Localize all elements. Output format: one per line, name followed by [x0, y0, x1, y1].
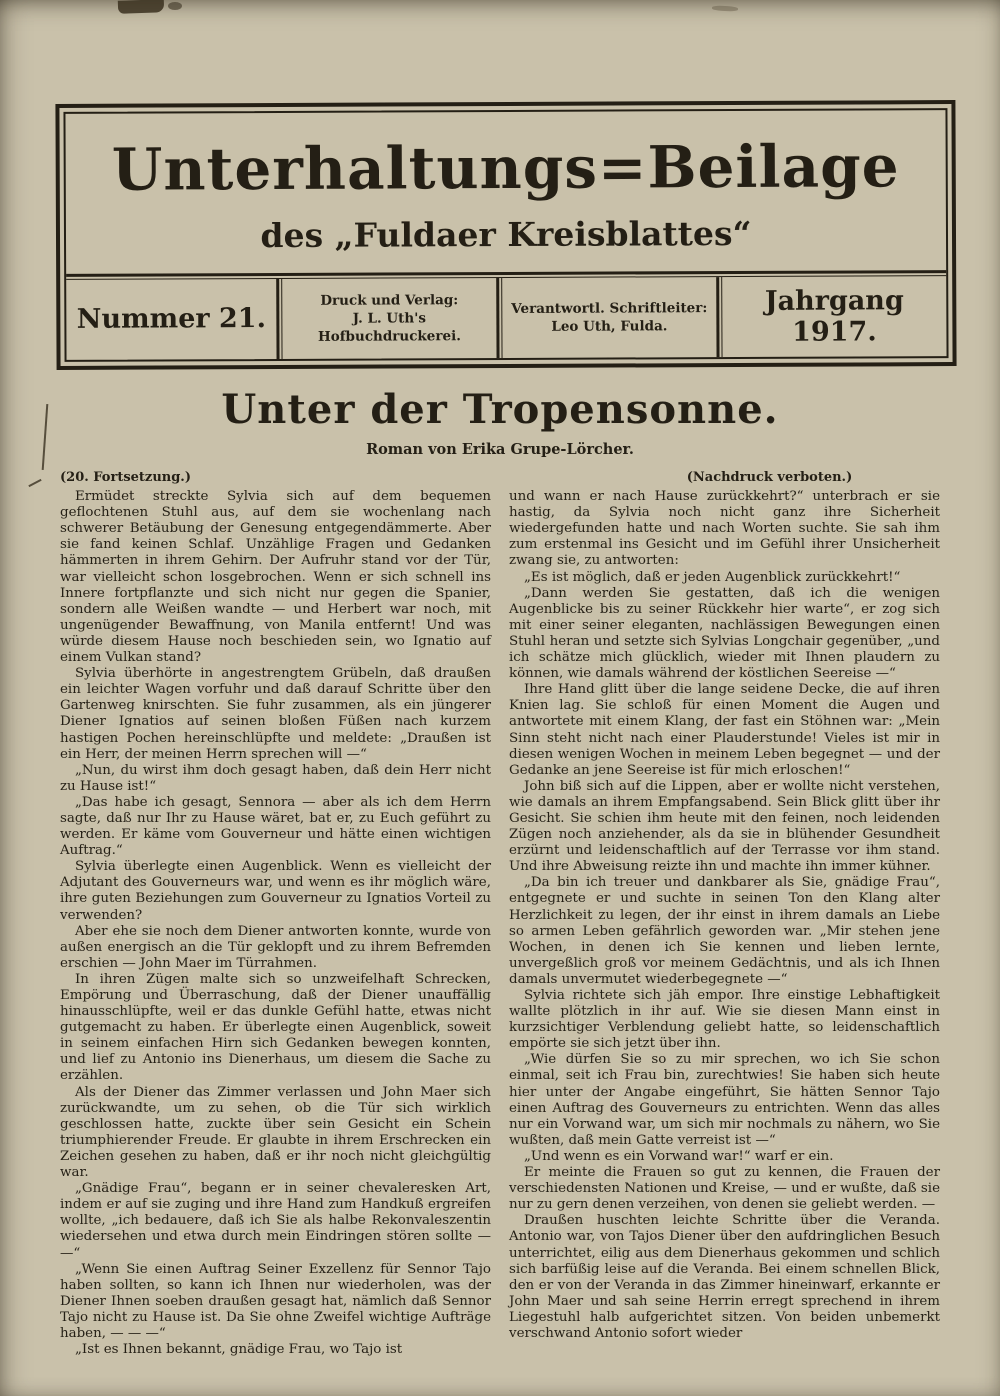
paragraph: „Wenn Sie einen Auftrag Seiner Exzellenz für Sennor Tajo haben sollten, so kann ich Ihnen nur wiederholen, was der Diener Ihnen soeben draußen gesagt hat, nämlich daß Sennor Tajo nicht zu Hause ist. Da Sie ohne Zweifel wichtige Aufträge haben, — — —“	[60, 1261, 491, 1341]
paragraph: „Da bin ich treuer und dankbarer als Sie, gnädige Frau“, entgegnete er und suchte in seinen Ton den Klang alter Herzlichkeit zu legen, der ihr einst in ihrem damals an Liebe so armen Leben gefährlich geworden war. „Mir stehen jene Wochen, in denen ich Sie kennen und lieben lernte, unvergeßlich groß vor meinem Gedächtnis, und als ich Ihnen damals unvermutet wiederbegegnete —“	[509, 875, 940, 987]
paragraph: Aber ehe sie noch dem Diener antworten konnte, wurde von außen energisch an die Tür geklopft und zu ihrem Befremden erschien — John Maer im Türrahmen.	[60, 923, 491, 971]
publisher-cell	[282, 278, 496, 359]
editor-cell	[502, 277, 716, 358]
paragraph: und wann er nach Hause zurückkehrt?“ unterbrach er sie hastig, da Sylvia noch nicht ganz ihre Sicherheit wiedergefunden hatte und nach Worten suchte. Sie sah ihm zum erstenmal ins Gesicht und im Gefühl ihrer Unsicherheit zwang sie, zu antworten:	[509, 489, 940, 569]
editor-label: Verantwortl. Schriftleiter:	[511, 299, 708, 317]
paragraph: „Nun, du wirst ihm doch gesagt haben, daß dein Herr nicht zu Hause ist!“	[60, 762, 491, 794]
scan-smudge-artifact	[118, 0, 164, 14]
masthead-inner-border	[63, 108, 948, 362]
paragraph: Als der Diener das Zimmer verlassen und John Maer sich zurückwandte, um zu sehen, ob die Tür sich wirklich geschlossen hatte, zuckte über sein Gesicht ein Schein triumphierender Freude. Er glaubte in ihrem Erschrecken ein Zeichen gesehen zu haben, daß er ihr noch nicht gleichgültig war.	[60, 1084, 491, 1181]
paragraph: John biß sich auf die Lippen, aber er wollte nicht verstehen, wie damals an ihrem Empfangsabend. Sein Blick glitt über ihr Gesicht. Sie schien ihm heute mit den feinen, noch leidenden Zügen noch anziehender, als da sie in blühender Gesundheit erzürnt und leidenschaftlich auf der Terrasse vor ihm stand. Und ihre Abweisung reizte ihn und machte ihn immer kühner.	[509, 778, 940, 875]
scan-smudge-artifact	[712, 5, 738, 11]
publisher-name: J. L. Uth's Hofbuchdruckerei.	[317, 310, 461, 345]
paragraph: „Es ist möglich, daß er jeden Augenblick zurückkehrt!“	[524, 569, 901, 585]
newspaper-subtitle: des „Fuldaer Kreisblattes“	[260, 213, 752, 255]
newspaper-title: Unterhaltungs=Beilage	[111, 132, 900, 204]
paragraph: Sylvia richtete sich jäh empor. Ihre einstige Lebhaftigkeit wallte plötzlich in ihr auf. Wie sie diesen Mann einst in kurzsichtiger Verblendung geliebt hatte, so leidenschaftlich empörte sie sich jetzt über ihn.	[509, 988, 940, 1052]
editor-name: Leo Uth, Fulda.	[551, 318, 668, 335]
paragraph: „Wie dürfen Sie so zu mir sprechen, wo ich Sie schon einmal, seit ich Frau bin, zurechtwies! Sie haben sich heute hier unter der Angabe eingeführt, Sie hätten Sennor Tajo einen Auftrag des Gouverneurs zu entrichten. Wenn das alles nur ein Vorwand war, um sich mir nochmals zu nähern, wo Sie wußten, daß mein Gatte verreist ist —“	[509, 1052, 940, 1148]
paragraph: „Und wenn es ein Vorwand war!“ warf er ein.	[524, 1148, 834, 1164]
right-column-text	[509, 489, 940, 1342]
masthead-title-box	[65, 110, 946, 274]
year-volume: Jahrgang 1917.	[764, 285, 904, 348]
issue-number: Nummer 21.	[76, 303, 267, 336]
paragraph: Ihre Hand glitt über die lange seidene Decke, die auf ihren Knien lag. Sie schloß für einen Moment die Augen und antwortete mit einem Klang, der fast ein Stöhnen war: „Mein Sinn steht nicht nach einer Plauderstunde! Vieles ist mir in diesen wenigen Wochen in meinem Leben begegnet — und der Gedanke an jene Seereise ist für mich erloschen!“	[509, 682, 940, 778]
article-title: Unter der Tropensonne.	[221, 386, 779, 433]
left-column	[60, 470, 491, 1358]
article	[60, 386, 940, 1358]
paragraph: In ihren Zügen malte sich so unzweifelhaft Schrecken, Empörung und Überraschung, daß der Diener unauffällig hinausschlüpfte, weil er das dunkle Gefühl hatte, etwas nicht gutgemacht zu haben. Er überlegte einen Augenblick, soweit in seinem einfachen Hirn sich Gedanken bewegen konnten, und lief zu Antonio ins Dienerhaus, um diesem die Sache zu erzählen.	[60, 971, 491, 1084]
paragraph: Ermüdet streckte Sylvia sich auf dem bequemen geflochtenen Stuhl aus, auf dem sie wochenlang nach schwerer Betäubung der Genesung entgegendämmerte. Aber sie fand keinen Schlaf. Unzählige Fragen und Gedanken hämmerten in ihrem Gehirn. Der Aufruhr stand vor der Tür, war vielleicht schon losgebrochen. Wenn er sich schnell ins Innere fortpflanzte und sich nicht nur gegen die Spanier, sondern alle Weißen wandte — und Herbert war noch, mit ungenügender Bewaffnung, von Manila entfernt! Und was würde diesem Hause noch beschieden sein, wo Ignatio auf einem Vulkan stand?	[60, 489, 491, 666]
scan-smudge-artifact	[168, 2, 182, 10]
pen-mark-artifact	[28, 479, 41, 487]
paragraph: Draußen huschten leichte Schritte über die Veranda. Antonio war, von Tajos Diener über den aufdringlichen Besuch unterrichtet, eilig aus dem Dienerhaus gekommen und schlich sich barfüßig leise auf die Veranda. Bei einem schnellen Blick, den er von der Veranda in das Zimmer hineinwarf, erkannte er John Maer und sah seine Herrin erregt sprechend in ihrem Liegestuhl halb aufgerichtet sitzen. Von beiden unbemerkt verschwand Antonio sofort wieder	[509, 1213, 940, 1341]
paragraph: „Das habe ich gesagt, Sennora — aber als ich dem Herrn sagte, daß nur Ihr zu Hause wäret, bat er, zu Euch geführt zu werden. Er käme vom Gouverneur und hätte einen wichtigen Auftrag.“	[60, 794, 491, 859]
paragraph: Er meinte die Frauen so gut zu kennen, die Frauen der verschiedensten Nationen und Kreise, — und er wußte, daß sie nur zu gern denen verzeihen, von denen sie geliebt werden. —	[509, 1165, 940, 1213]
paragraph: Sylvia überlegte einen Augenblick. Wenn es vielleicht der Adjutant des Gouverneurs war, und wenn es ihr möglich wäre, ihre guten Beziehungen zum Gouverneur zu Ignatios Vorteil zu verwenden?	[60, 859, 491, 923]
masthead-info-row	[66, 276, 946, 360]
pen-mark-artifact	[42, 404, 49, 470]
masthead	[55, 100, 956, 370]
article-byline: Roman von Erika Grupe-Lörcher.	[366, 441, 634, 458]
paragraph: Sylvia überhörte in angestrengtem Grübeln, daß draußen ein leichter Wagen vorfuhr und daß darauf Schritte über den Gartenweg knirschten. Sie fuhr zusammen, als ein jüngerer Diener Ignatios auf seinen bloßen Füßen nach kurzem hastigen Pochen hereinschlüpfte und meldete: „Draußen ist ein Herr, der meinen Herrn sprechen will —“	[60, 666, 491, 762]
right-column	[509, 470, 940, 1358]
paragraph: „Ist es Ihnen bekannt, gnädige Frau, wo Tajo ist	[75, 1342, 403, 1358]
left-column-text	[60, 489, 491, 1358]
reprint-forbidden-note: (Nachdruck verboten.)	[686, 470, 853, 485]
continuation-note: (20. Fortsetzung.)	[60, 470, 191, 485]
article-columns	[60, 470, 940, 1358]
paragraph: „Gnädige Frau“, begann er in seiner chevaleresken Art, indem er auf sie zuging und ihre Hand zum Handkuß ergreifen wollte, „ich bedauere, daß ich Sie als halbe Rekonvaleszentin wiedersehen und etwa durch mein Eindringen stören sollte — —“	[60, 1181, 491, 1261]
publisher-label: Druck und Verlag:	[320, 291, 459, 309]
paragraph: „Dann werden Sie gestatten, daß ich die wenigen Augenblicke bis zu seiner Rückkehr hier warte“, er zog sich mit einer seiner eleganten, nachlässigen Bewegungen einen Stuhl heran und setzte sich Sylvias Longchair gegenüber, „und ich schätze mich glücklich, wieder mit Ihnen plaudern zu können, wie damals während der köstlichen Seereise —“	[509, 585, 940, 682]
